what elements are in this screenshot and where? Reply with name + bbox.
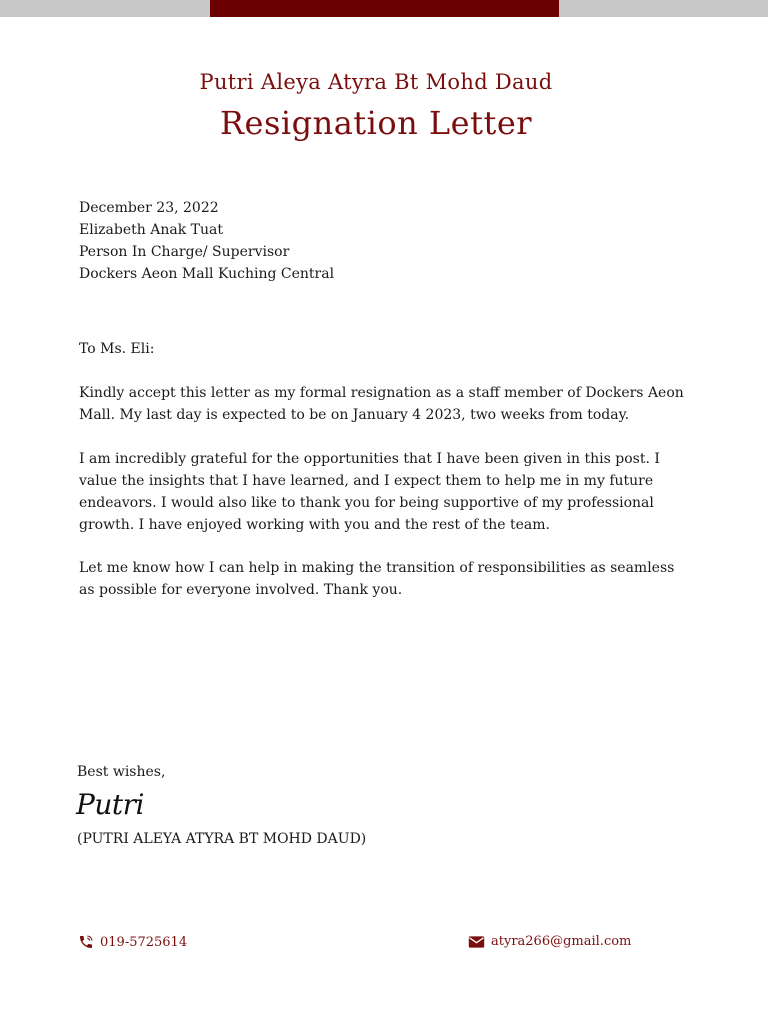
recipient-name: Elizabeth Anak Tuat (79, 222, 223, 238)
body-paragraph: Kindly accept this letter as my formal resignation as a staff member of Dockers Aeon Mall. My last day is expected to be on January 4 2023, two weeks from today. (79, 385, 684, 423)
letter-date: December 23, 2022 (79, 200, 219, 216)
phone-icon (78, 934, 94, 950)
email-address: atyra266@gmail.com (491, 934, 632, 949)
body-paragraph: Let me know how I can help in making the transition of responsibilities as seamless as possible for everyone involved. Thank you. (79, 560, 675, 598)
valediction: Best wishes, (77, 764, 166, 780)
phone-number: 019-5725614 (100, 934, 188, 950)
signer-full-name: (PUTRI ALEYA ATYRA BT MOHD DAUD) (77, 831, 367, 847)
top-bar-right (559, 0, 768, 17)
signature: Putri (76, 788, 144, 821)
top-bar-left (0, 0, 210, 17)
phone-contact[interactable] (78, 934, 187, 950)
page-title: Resignation Letter (219, 104, 533, 142)
recipient-position: Person In Charge/ Supervisor (79, 244, 290, 260)
body-paragraph: I am incredibly grateful for the opportunities that I have been given in this post. I value the insights that I have learned, and I expect them to help me in my future endeavors. I would also like to thank you for being supportive of my professional growth. I have enjoyed working with you and the rest of the team. (79, 451, 660, 533)
salutation: To Ms. Eli: (79, 341, 155, 357)
top-bar-accent (210, 0, 559, 17)
recipient-company: Dockers Aeon Mall Kuching Central (79, 266, 335, 282)
email-contact[interactable] (468, 934, 631, 949)
author-name: Putri Aleya Atyra Bt Mohd Daud (199, 70, 553, 94)
mail-icon (468, 935, 485, 949)
